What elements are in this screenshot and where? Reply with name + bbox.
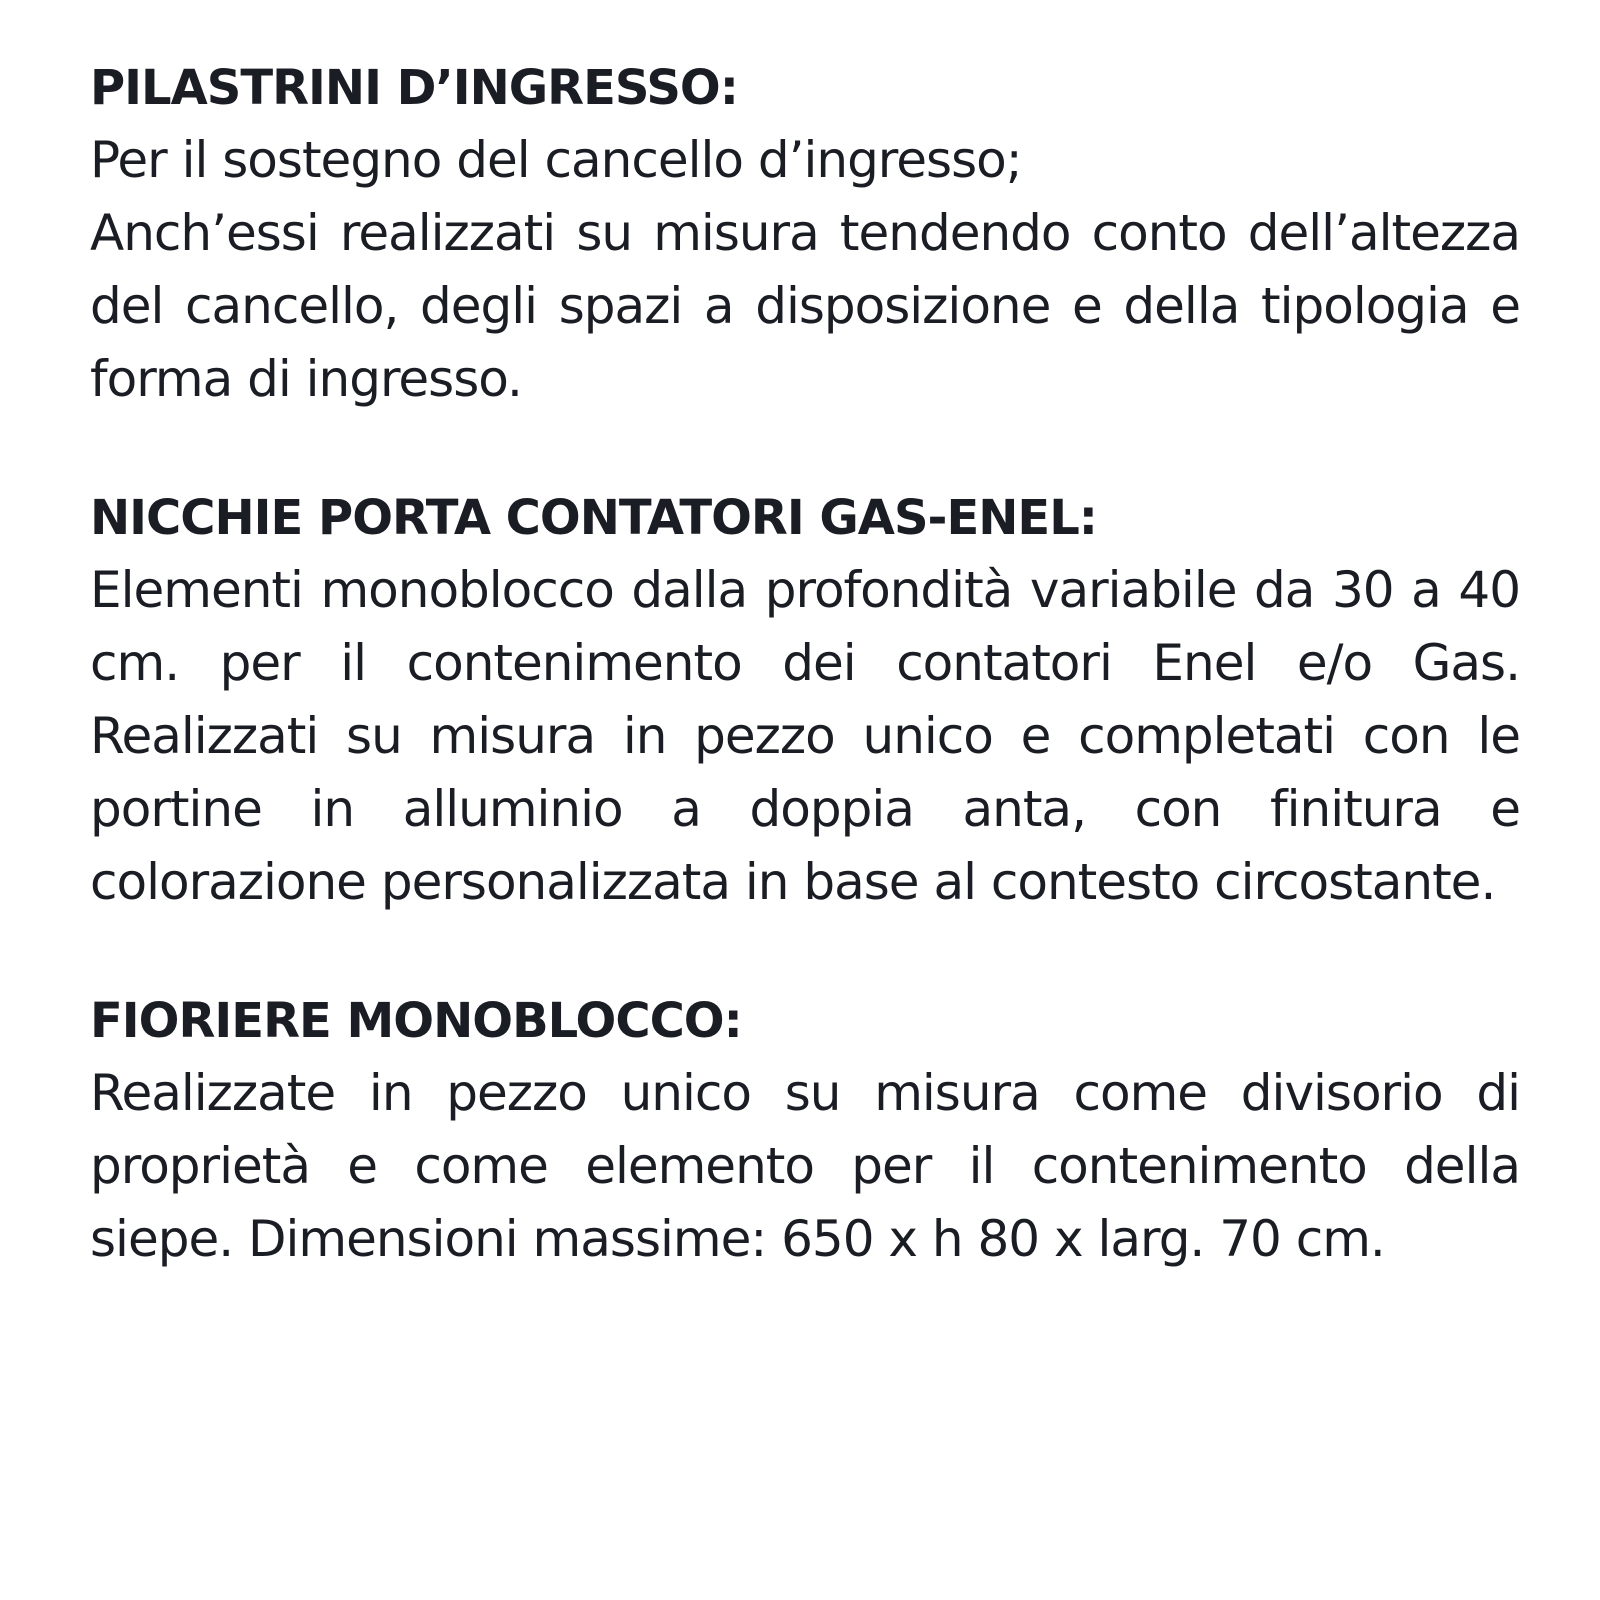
section-fioriere — [90, 985, 1520, 1276]
section-heading: PILASTRINI D’INGRESSO: — [90, 60, 738, 116]
section-pilastrini — [90, 52, 1520, 416]
section-paragraph: Elementi monoblocco dalla profondità variabile da 30 a 40 cm. per il contenimento dei contatori Enel e/o Gas. Realizzati su misura in pezzo unico e completati con le portine in alluminio a doppia anta, con finitura e colorazione personalizzata in base al contesto circostante. — [90, 561, 1520, 911]
document-page — [90, 52, 1520, 1342]
section-nicchie — [90, 482, 1520, 919]
section-heading: FIORIERE MONOBLOCCO: — [90, 993, 742, 1049]
section-paragraph: Realizzate in pezzo unico su misura come divisorio di proprietà e come elemento per il contenimento della siepe. Dimensioni massime: 650 x h 80 x larg. 70 cm. — [90, 1064, 1520, 1268]
section-paragraph: Anch’essi realizzati su misura tendendo conto dell’altezza del cancello, degli spazi a disposizione e della tipologia e forma di ingresso. — [90, 204, 1520, 408]
section-heading: NICCHIE PORTA CONTATORI GAS-ENEL: — [90, 490, 1097, 546]
section-first-line: Per il sostegno del cancello d’ingresso; — [90, 131, 1022, 189]
